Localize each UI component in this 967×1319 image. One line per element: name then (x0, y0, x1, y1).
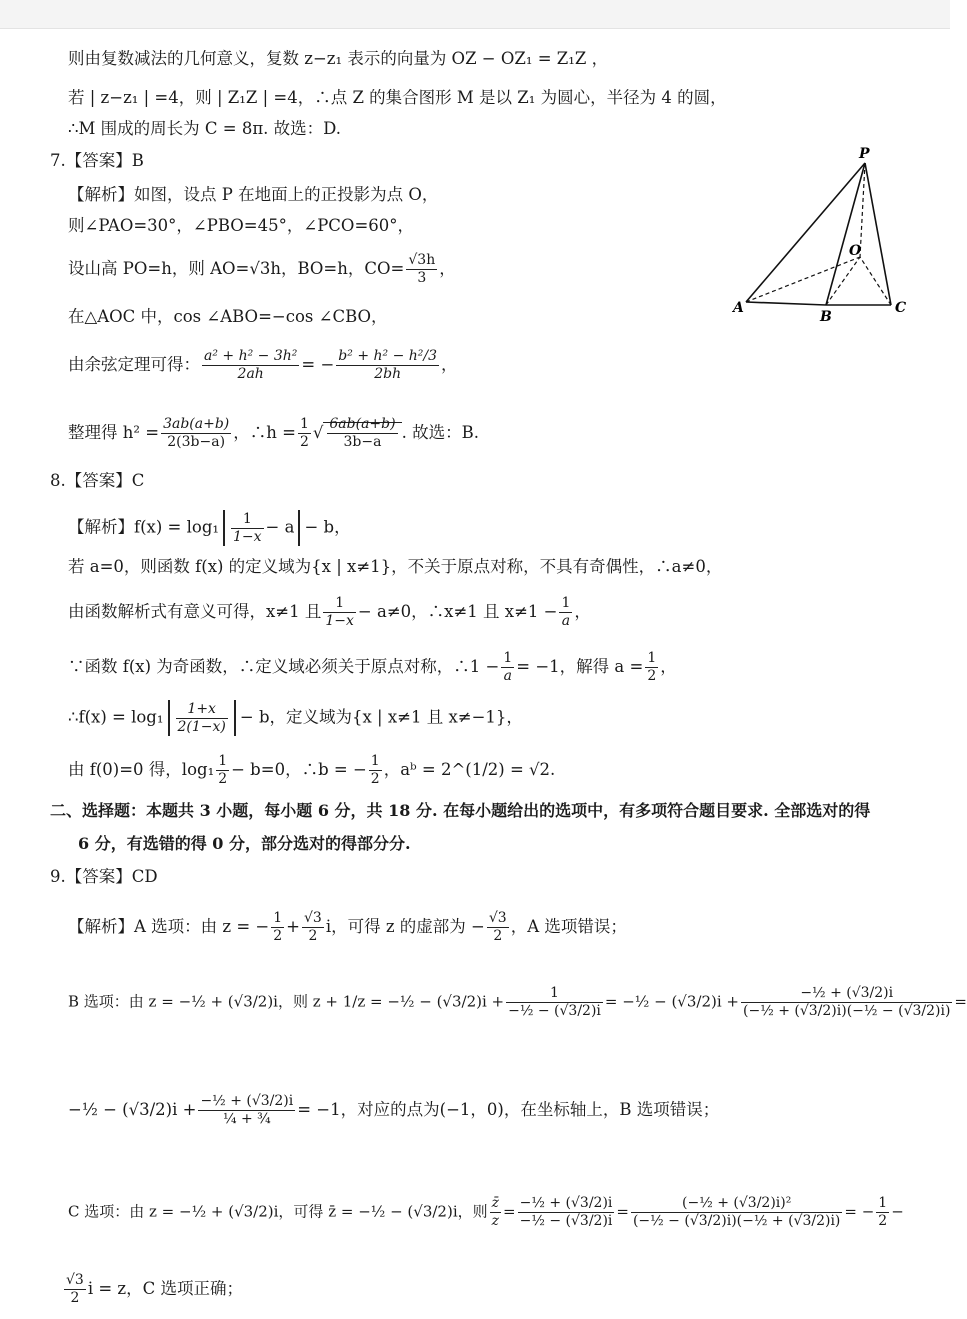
q7-line-5: 由余弦定理可得： $\frac{\text{a² + h² − 3h²}}{2ah}$ = − $\frac{\text{b² + h² − h²/3}}{2bh}$ ， (68, 348, 458, 382)
pyramid-figure (728, 145, 918, 325)
section-2-heading: 二、选择题：本题共 3 小题，每小题 6 分，共 18 分. 在每小题给出的选项中，有多项符合题目要求. 全部选对的得 (50, 801, 871, 820)
label-B: B (820, 309, 832, 325)
top-strip (0, 0, 950, 29)
q8-line-1: 【解析】f(x) = log₁ $\frac{1}{1-x}$ − a − b， (68, 510, 351, 545)
q7-line-3: 设山高 PO=h，则 AO=√3h，BO=h，CO= $\frac{√3h}{3}$ ， (68, 252, 456, 286)
label-P: P (859, 146, 870, 162)
prev-line-3: ∴M 围成的周长为 C = 8π. 故选：D. (68, 119, 342, 138)
dashed-AO (746, 257, 860, 302)
prev-line-1: 则由复数减法的几何意义，复数 z−z₁ 表示的向量为 OZ − OZ₁ = Z₁Z ， (68, 49, 609, 68)
q8-line-2: 若 a=0，则函数 f(x) 的定义域为{x | x≠1}，不关于原点对称，不具有奇偶性，∴a≠0， (68, 557, 723, 576)
q7-line-4: 在△AOC 中，cos ∠ABO=−cos ∠CBO， (68, 307, 388, 326)
q9-option-b-line-1: B 选项：由 z = −½ + (√3/2)i，则 z + 1/z = −½ − (√3/2)i + $\frac{1}{\text{−½ − (√3/2)i}}$ = −½ − (√3/2)i + $\frac{\text{−½ + (√3/2)i}}{\text{(−½ + (√3/2)i)(−½ − (√3/2)i)}}$ = (68, 985, 967, 1019)
section-2-heading-cont: 6 分，有选错的得 0 分，部分选对的得部分分. (78, 834, 411, 853)
q9-option-c-line-2: $\frac{√3}{2}$ i = z，C 选项正确； (66, 1272, 243, 1306)
q7-line-2: 则∠PAO=30°，∠PBO=45°，∠PCO=60°， (68, 216, 415, 235)
q7-line-1: 【解析】如图，设点 P 在地面上的正投影为点 O， (68, 185, 439, 204)
q9-option-c-line-1: C 选项：由 z = −½ + (√3/2)i，可得 z̄ = −½ − (√3/2)i，则 $\frac{z̄}{z}$ = $\frac{\text{−½ + (√3/2)i}}{\text{−½ − (√3/2)i}}$ = $\frac{\text{(−½ + (√3/2)i)²}}{\text{(−½ − (√3/2)i)(−½ + (√3/2)i)}}$ = − $\frac{1}{2}$ − (68, 1195, 904, 1229)
edge-PC (865, 163, 891, 305)
q9-answer: 9.【答案】CD (50, 867, 158, 886)
q9-option-a: 【解析】A 选项：由 z = − $\frac{1}{2}$ + $\frac{√3}{2}$ i，可得 z 的虚部为 − $\frac{√3}{2}$ ，A 选项错误； (68, 910, 627, 944)
label-C: C (895, 300, 907, 316)
q9-option-b-line-2: −½ − (√3/2)i + $\frac{\text{−½ + (√3/2)i}}{\text{¼ + ¾}}$ = −1，对应的点为(−1，0)，在坐标轴上，B 选项错误； (68, 1093, 720, 1127)
dashed-BO (826, 257, 860, 305)
label-O: O (849, 243, 862, 259)
prev-line-2: 若 | z−z₁ | =4，则 | Z₁Z | =4，∴点 Z 的集合图形 M 是以 Z₁ 为圆心，半径为 4 的圆， (68, 88, 727, 107)
edge-AB (746, 302, 826, 305)
edge-PA (746, 163, 865, 302)
q8-answer: 8.【答案】C (50, 471, 145, 490)
q8-line-4: ∵函数 f(x) 为奇函数，∴定义域必须关于原点对称，∴1 − $\frac{1}{a}$ = −1，解得 a = $\frac{1}{2}$ ， (68, 650, 677, 684)
q8-line-3: 由函数解析式有意义可得，x≠1 且 $\frac{1}{1-x}$ − a≠0，∴x≠1 且 x≠1 − $\frac{1}{a}$ ， (68, 595, 591, 629)
label-A: A (733, 300, 744, 316)
q7-line-6: 整理得 h² = $\frac{3ab(a+b)}{2(3b-a)}$ ，∴h = $\frac{1}{2}$ √ $\frac{6ab(a+b)}{3b-a}$ . 故选：B. (68, 416, 479, 450)
q7-answer: 7.【答案】B (50, 151, 144, 170)
q8-line-6: 由 f(0)=0 得，log₁ $\frac{1}{2}$ − b=0，∴b = − $\frac{1}{2}$ ，aᵇ = 2^(1/2) = √2. (68, 753, 556, 787)
edge-PB (826, 163, 865, 305)
q8-line-5: ∴f(x) = log₁ $\frac{1+x}{2(1-x)}$ − b，定义域为{x | x≠1 且 x≠−1}， (68, 700, 523, 735)
